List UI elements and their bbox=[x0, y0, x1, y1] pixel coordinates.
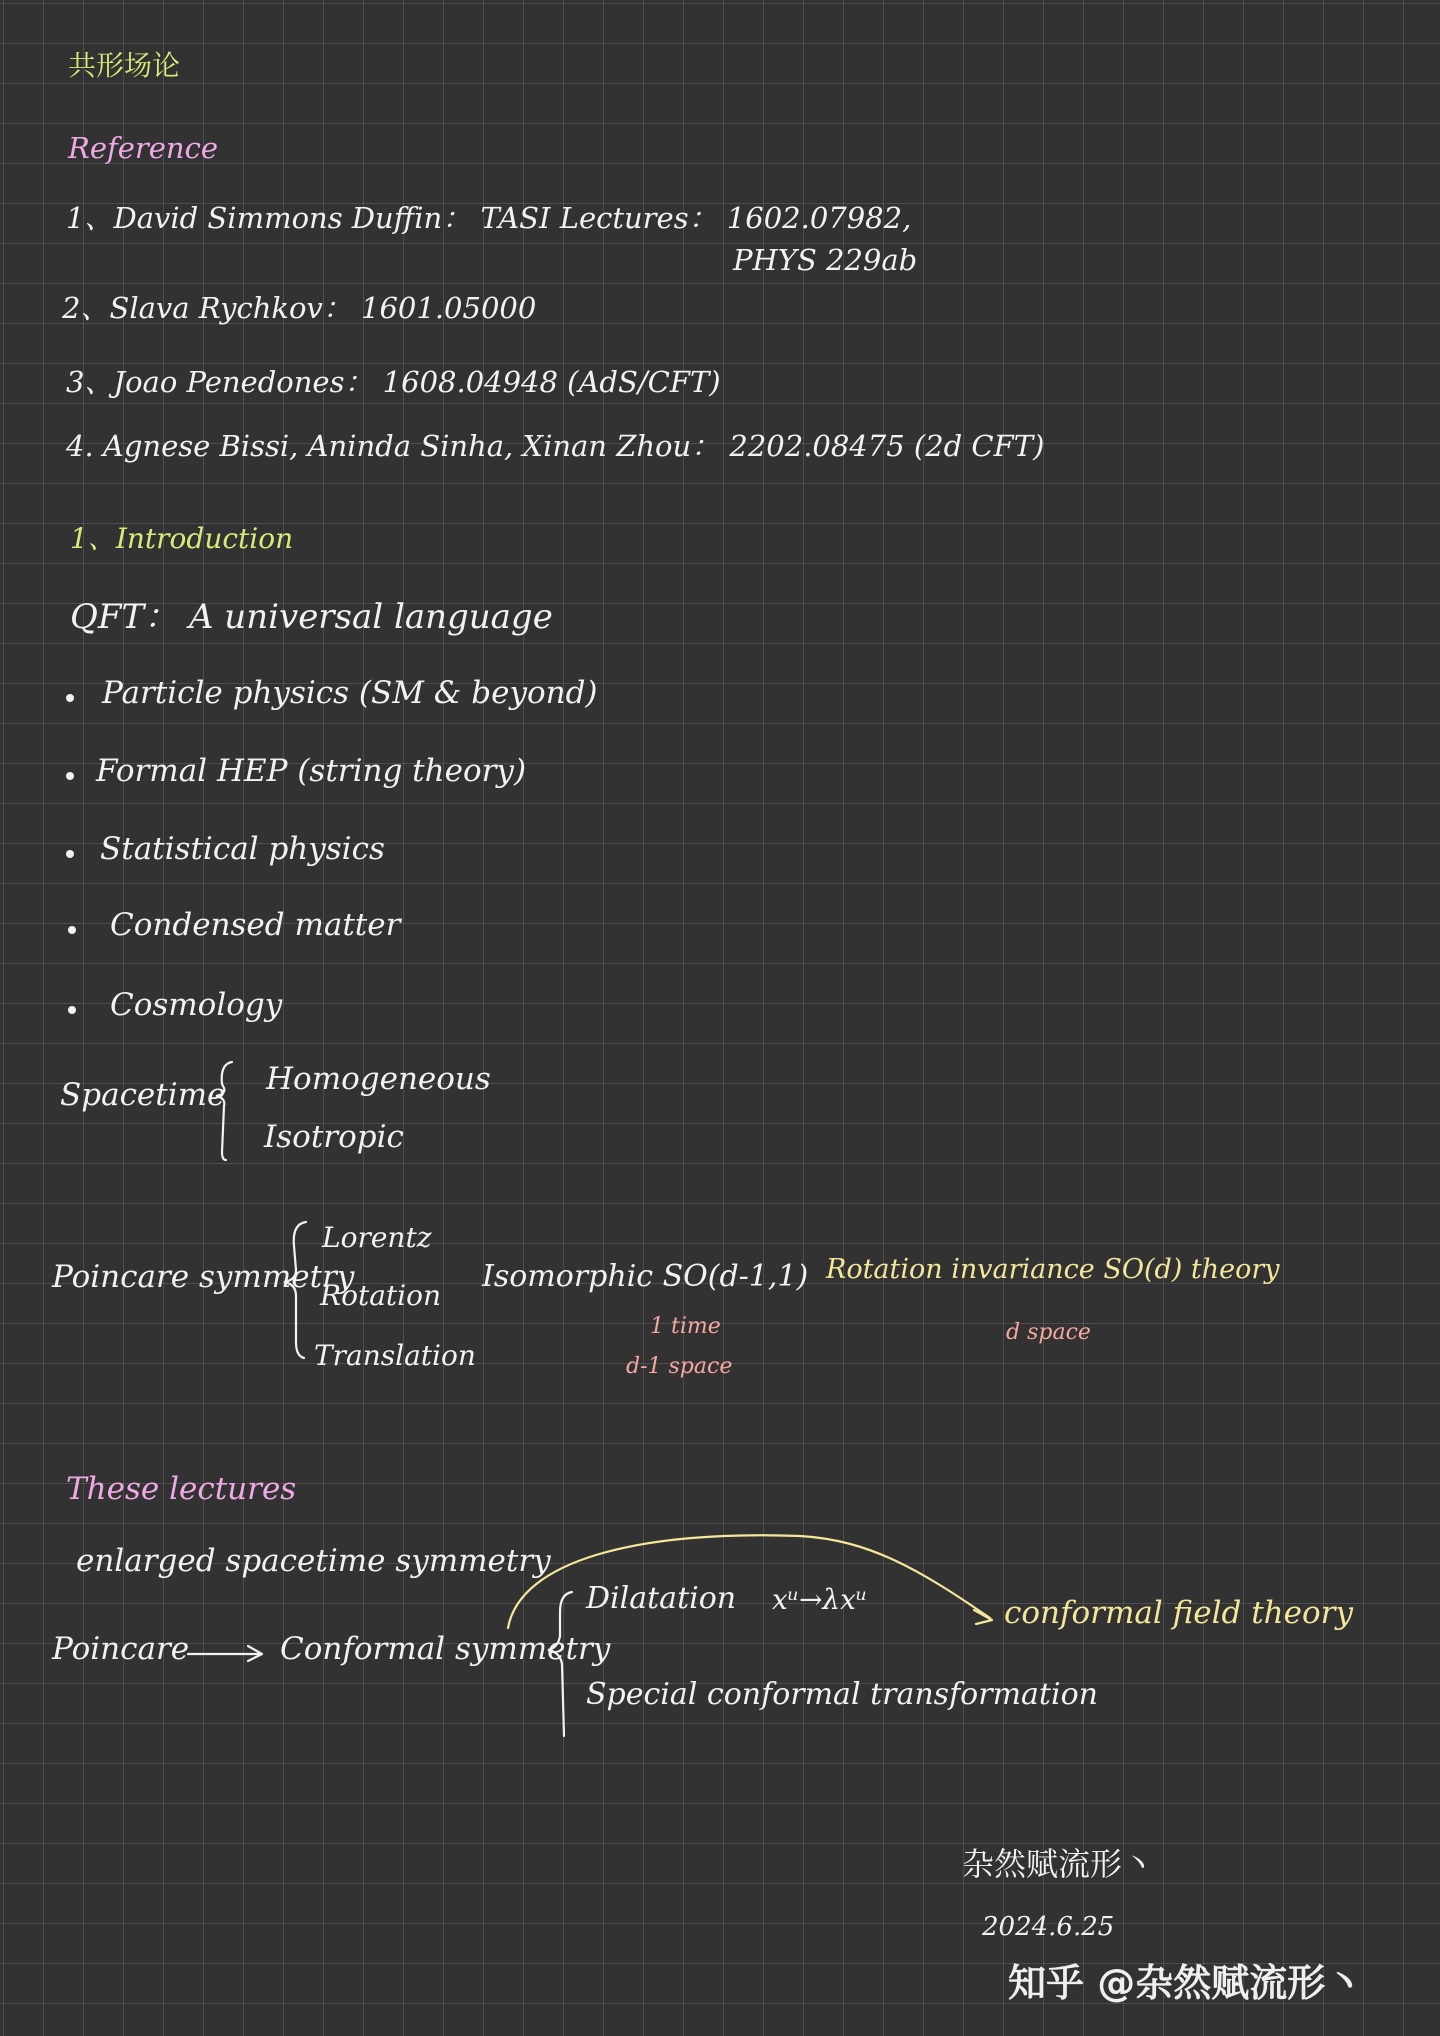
spacetime-homogeneous: Homogeneous bbox=[266, 1061, 491, 1097]
dilatation: Dilatation bbox=[586, 1581, 737, 1616]
signature-date: 2024.6.25 bbox=[982, 1912, 1115, 1942]
arrow-head-icon bbox=[248, 1646, 262, 1661]
poincare-word: Poincare bbox=[52, 1631, 190, 1667]
bullet-dot bbox=[68, 1006, 76, 1014]
bullet-item-cosmology: Cosmology bbox=[110, 987, 283, 1023]
spacetime-label: Spacetime bbox=[60, 1077, 226, 1113]
poincare-rotation: Rotation bbox=[320, 1279, 441, 1312]
reference-item-2: 2、Slava Rychkov： 1601.05000 bbox=[62, 291, 537, 325]
bullet-item-statistical-physics: Statistical physics bbox=[100, 831, 385, 867]
bullet-item-formal-hep: Formal HEP (string theory) bbox=[96, 753, 527, 789]
rotation-invariance-note: Rotation invariance SO(d) theory bbox=[826, 1254, 1280, 1285]
note-one-time: 1 time bbox=[650, 1314, 721, 1339]
enlarged-symmetry-line: enlarged spacetime symmetry bbox=[76, 1543, 551, 1579]
bullet-dot bbox=[66, 694, 74, 702]
bullet-item-condensed-matter: Condensed matter bbox=[110, 907, 401, 943]
special-conformal-transformation: Special conformal transformation bbox=[586, 1677, 1098, 1712]
dilatation-formula: xᵘ→λxᵘ bbox=[772, 1583, 868, 1616]
reference-item-3: 3、Joao Penedones： 1608.04948 (AdS/CFT) bbox=[66, 365, 721, 399]
reference-item-1-continued: PHYS 229ab bbox=[733, 243, 918, 277]
lectures-heading: These lectures bbox=[66, 1471, 297, 1507]
introduction-heading: 1、Introduction bbox=[70, 522, 294, 555]
curved-arrow-to-cft bbox=[508, 1535, 990, 1628]
reference-item-1: 1、David Simmons Duffin： TASI Lectures： 1602.07982, bbox=[66, 201, 912, 235]
reference-heading: Reference bbox=[68, 131, 218, 165]
isomorphic-so-lorentz: Isomorphic SO(d-1,1) bbox=[482, 1259, 809, 1294]
conformal-field-theory: conformal field theory bbox=[1004, 1595, 1353, 1631]
bullet-item-particle-physics: Particle physics (SM & beyond) bbox=[102, 675, 598, 711]
note-title: 共形场论 bbox=[68, 49, 181, 82]
reference-item-4: 4. Agnese Bissi, Aninda Sinha, Xinan Zhou： 2202.08475 (2d CFT) bbox=[66, 429, 1045, 463]
poincare-label: Poincare symmetry bbox=[52, 1259, 355, 1295]
poincare-translation: Translation bbox=[314, 1339, 476, 1372]
bullet-dot bbox=[68, 926, 76, 934]
note-d-minus-one-space: d-1 space bbox=[626, 1354, 733, 1379]
signature-name: 杂然赋流形丶 bbox=[962, 1845, 1155, 1883]
poincare-lorentz: Lorentz bbox=[322, 1221, 432, 1254]
note-d-space: d space bbox=[1006, 1320, 1091, 1345]
qft-line: QFT： A universal language bbox=[70, 597, 553, 637]
conformal-symmetry: Conformal symmetry bbox=[280, 1631, 611, 1667]
bullet-dot bbox=[66, 850, 74, 858]
bullet-dot bbox=[66, 772, 74, 780]
zhihu-watermark: 知乎 @杂然赋流形丶 bbox=[1008, 1961, 1364, 2005]
arrow-head-icon bbox=[974, 1610, 992, 1624]
spacetime-isotropic: Isotropic bbox=[264, 1119, 404, 1155]
